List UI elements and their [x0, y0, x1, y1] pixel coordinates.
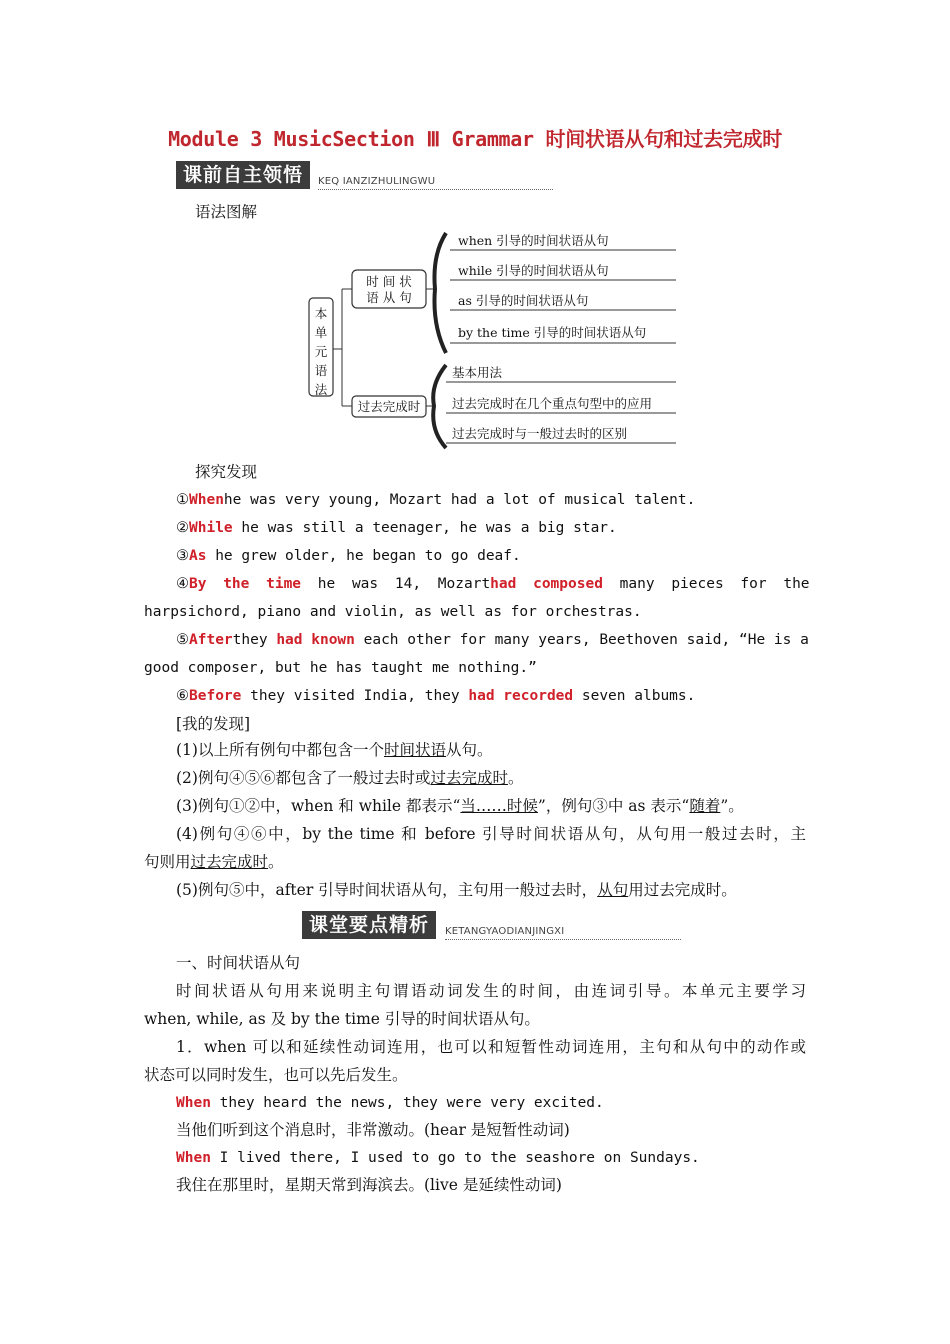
finding-item: (1)以上所有例句中都包含一个时间状语从句。 [176, 741, 493, 759]
findings-heading: [我的发现] [176, 715, 251, 733]
paragraph: 1．when 可以和延续性动词连用，也可以和短暂性动词连用，主句和从句中的动作或 [176, 1038, 806, 1056]
diagram-root-char: 元 [314, 344, 328, 359]
diagram-item: by the time 引导的时间状语从句 [458, 325, 647, 340]
finding-answer: 时间状语 [383, 741, 446, 759]
diagram-branch2-label: 过去完成时 [357, 399, 421, 414]
finding-item: (2)例句④⑤⑥都包含了一般过去时或过去完成时。 [176, 769, 524, 787]
page-title: Module 3 MusicSection Ⅲ Grammar 时间状语从句和过去完成时 [168, 127, 782, 151]
finding-item: (5)例句⑤中，after 引导时间状语从句，主句用一般过去时，从句用过去完成时。 [176, 881, 737, 899]
diagram-item: when 引导的时间状语从句 [458, 233, 609, 248]
grammar-diagram [300, 225, 690, 455]
example-translation: 当他们听到这个消息时，非常激动。(hear 是短暂性动词) [176, 1121, 570, 1139]
finding-answer: 过去完成时 [430, 769, 508, 787]
example-sentence: When they heard the news, they were very excited. [176, 1095, 604, 1111]
example-sentence: ⑤Afterthey had known each other for many years, Beethoven said, “He is a [176, 632, 809, 648]
diagram-item: as 引导的时间状语从句 [458, 293, 589, 308]
example-sentence: ③As he grew older, he began to go deaf. [176, 548, 521, 564]
diagram-root-char: 本 [314, 306, 328, 321]
section-banner-key-points: 课堂要点精析 [302, 911, 436, 939]
diagram-root-char: 单 [314, 325, 328, 340]
example-sentence: ①Whenhe was very young, Mozart had a lot of musical talent. [176, 492, 696, 508]
diagram-branch1-label: 时 间 状 [366, 274, 412, 289]
section-banner-preview: 课前自主领悟 [176, 161, 310, 189]
diagram-item: while 引导的时间状语从句 [458, 263, 609, 278]
divider [318, 189, 553, 190]
paragraph: 时间状语从句用来说明主句谓语动词发生的时间，由连词引导。本单元主要学习 [176, 982, 806, 1000]
explore-heading: 探究发现 [195, 463, 258, 481]
example-translation: 我住在那里时，星期天常到海滨去。(live 是延续性动词) [176, 1176, 562, 1194]
finding-answer: 当……时候 [460, 797, 538, 815]
example-sentence-cont: harpsichord, piano and violin, as well as for orchestras. [144, 604, 642, 620]
diagram-root-char: 语 [314, 363, 328, 378]
section-banner-preview-pinyin: KEQ IANZIZHULINGWU [318, 176, 436, 187]
divider [445, 939, 681, 940]
diagram-item: 基本用法 [452, 365, 503, 380]
example-sentence: ④By the time he was 14, Mozarthad composed many pieces for the [176, 576, 810, 592]
finding-answer: 随着 [689, 797, 721, 815]
example-sentence: When I lived there, I used to go to the seashore on Sundays. [176, 1150, 700, 1166]
finding-item: (3)例句①②中，when 和 while 都表示“当……时候”，例句③中 as 表示“随着”。 [176, 797, 744, 815]
paragraph-cont: 状态可以同时发生，也可以先后发生。 [144, 1066, 408, 1084]
diagram-item: 过去完成时与一般过去时的区别 [452, 426, 628, 441]
finding-item: (4)例句④⑥中，by the time 和 before 引导时间状语从句，从句用一般过去时，主 [176, 825, 806, 843]
diagram-heading: 语法图解 [195, 203, 258, 221]
section-heading: 一、时间状语从句 [176, 954, 301, 972]
diagram-item: 过去完成时在几个重点句型中的应用 [452, 396, 653, 411]
finding-answer: 从句 [597, 881, 629, 899]
section-banner-key-points-pinyin: KETANGYAODIANJINGXI [445, 926, 565, 937]
diagram-branch1-label: 语 从 句 [366, 290, 412, 305]
finding-answer: 过去完成时 [190, 853, 269, 871]
example-sentence-cont: good composer, but he has taught me nothing.” [144, 660, 537, 676]
example-sentence: ②While he was still a teenager, he was a big star. [176, 520, 617, 536]
example-sentence: ⑥Before they visited India, they had recorded seven albums. [176, 688, 696, 704]
paragraph-cont: when, while, as 及 by the time 引导的时间状语从句。 [144, 1010, 540, 1028]
finding-item-cont: 句则用过去完成时。 [144, 853, 284, 871]
diagram-root-char: 法 [314, 382, 328, 397]
